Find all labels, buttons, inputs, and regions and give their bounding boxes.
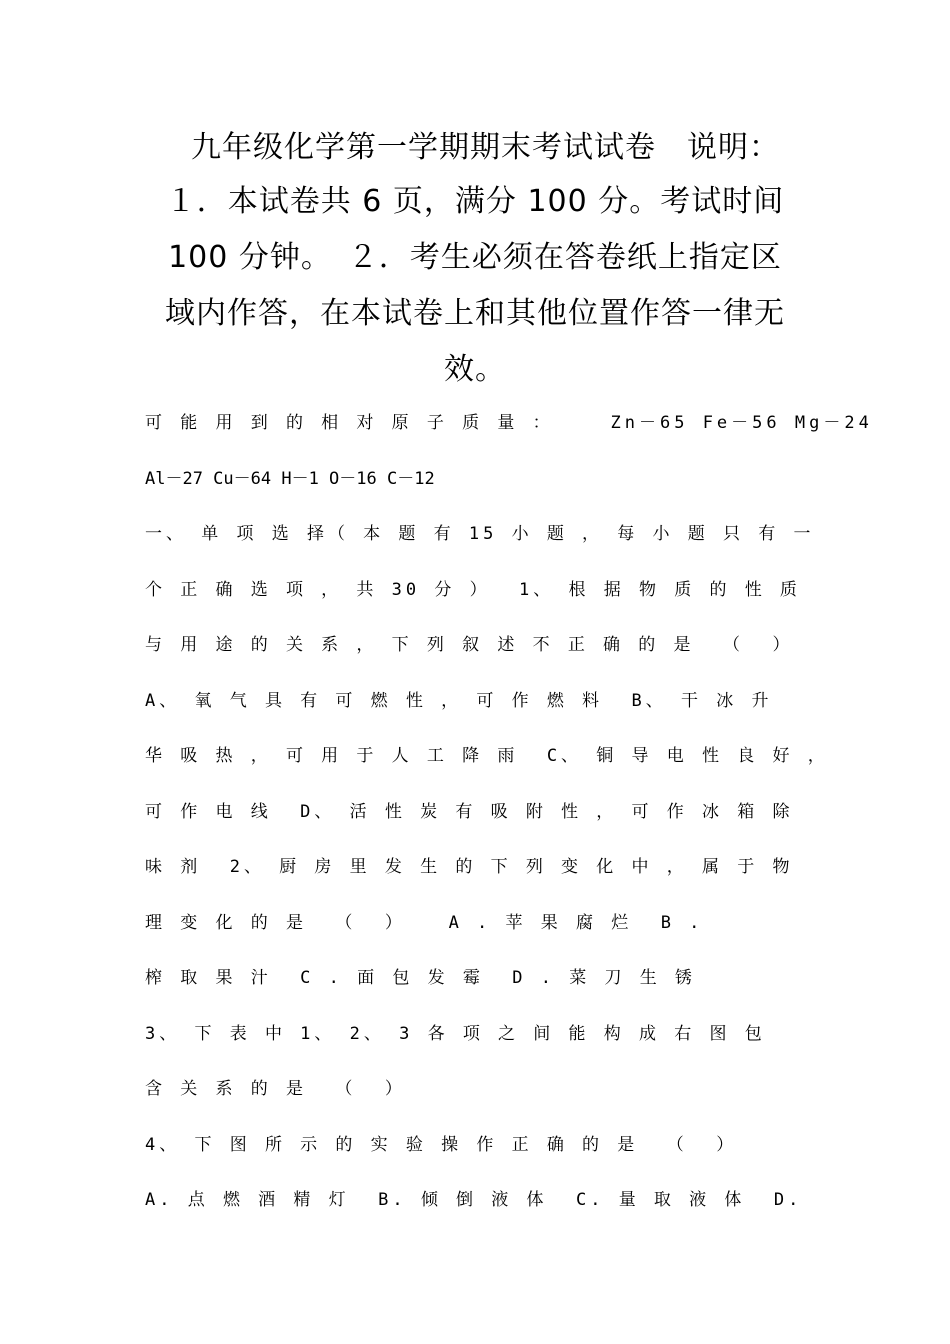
question-line-3: A、 氧 气 具 有 可 燃 性 ， 可 作 燃 料 B、 干 冰 升 — [145, 691, 773, 711]
question-line-11: 4、 下 图 所 示 的 实 验 操 作 正 确 的 是 （ ） — [145, 1135, 738, 1155]
question-line-10: 含 关 系 的 是 （ ） — [145, 1079, 406, 1099]
section-heading-line: 一、 单 项 选 择（ 本 题 有 15 小 题 ， 每 小 题 只 有 一 — [145, 524, 815, 544]
question-line-6: 味 剂 2、 厨 房 里 发 生 的 下 列 变 化 中 ， 属 于 物 — [145, 857, 794, 877]
question-line-12: A. 点 燃 酒 精 灯 B. 倾 倒 液 体 C. 量 取 液 体 D. — [145, 1190, 803, 1210]
question-line-5: 可 作 电 线 D、 活 性 炭 有 吸 附 性 ， 可 作 冰 箱 除 — [145, 802, 794, 822]
question-line-9: 3、 下 表 中 1、 2、 3 各 项 之 间 能 构 成 右 图 包 — [145, 1024, 766, 1044]
heading-line-1: 九年级化学第一学期期末考试试卷 说明： — [169, 130, 781, 165]
atomic-mass-line-1: 可 能 用 到 的 相 对 原 子 质 量 ： Zn－65 Fe－56 Mg－24 — [145, 413, 873, 433]
question-line-1: 个 正 确 选 项 ， 共 30 分 ） 1、 根 据 物 质 的 性 质 — [145, 580, 801, 600]
heading-line-5: 效。 — [444, 352, 506, 387]
heading-line-3: 100 分钟。 ２．考生必须在答卷纸上指定区 — [168, 240, 782, 275]
heading-line-2: １．本试卷共 6 页，满分 100 分。考试时间 — [165, 184, 785, 219]
question-line-7: 理 变 化 的 是 （ ） A . 苹 果 腐 烂 B . — [145, 913, 704, 933]
atomic-mass-line-2: Al－27 Cu－64 H－1 O－16 C－12 — [145, 469, 435, 489]
question-line-8: 榨 取 果 汁 C . 面 包 发 霉 D . 菜 刀 生 锈 — [145, 968, 696, 988]
question-line-4: 华 吸 热 ， 可 用 于 人 工 降 雨 C、 铜 导 电 性 良 好 ， — [145, 746, 829, 766]
question-line-2: 与 用 途 的 关 系 ， 下 列 叙 述 不 正 确 的 是 （ ） — [145, 635, 794, 655]
heading-line-4: 域内作答，在本试卷上和其他位置作答一律无 — [165, 296, 785, 331]
